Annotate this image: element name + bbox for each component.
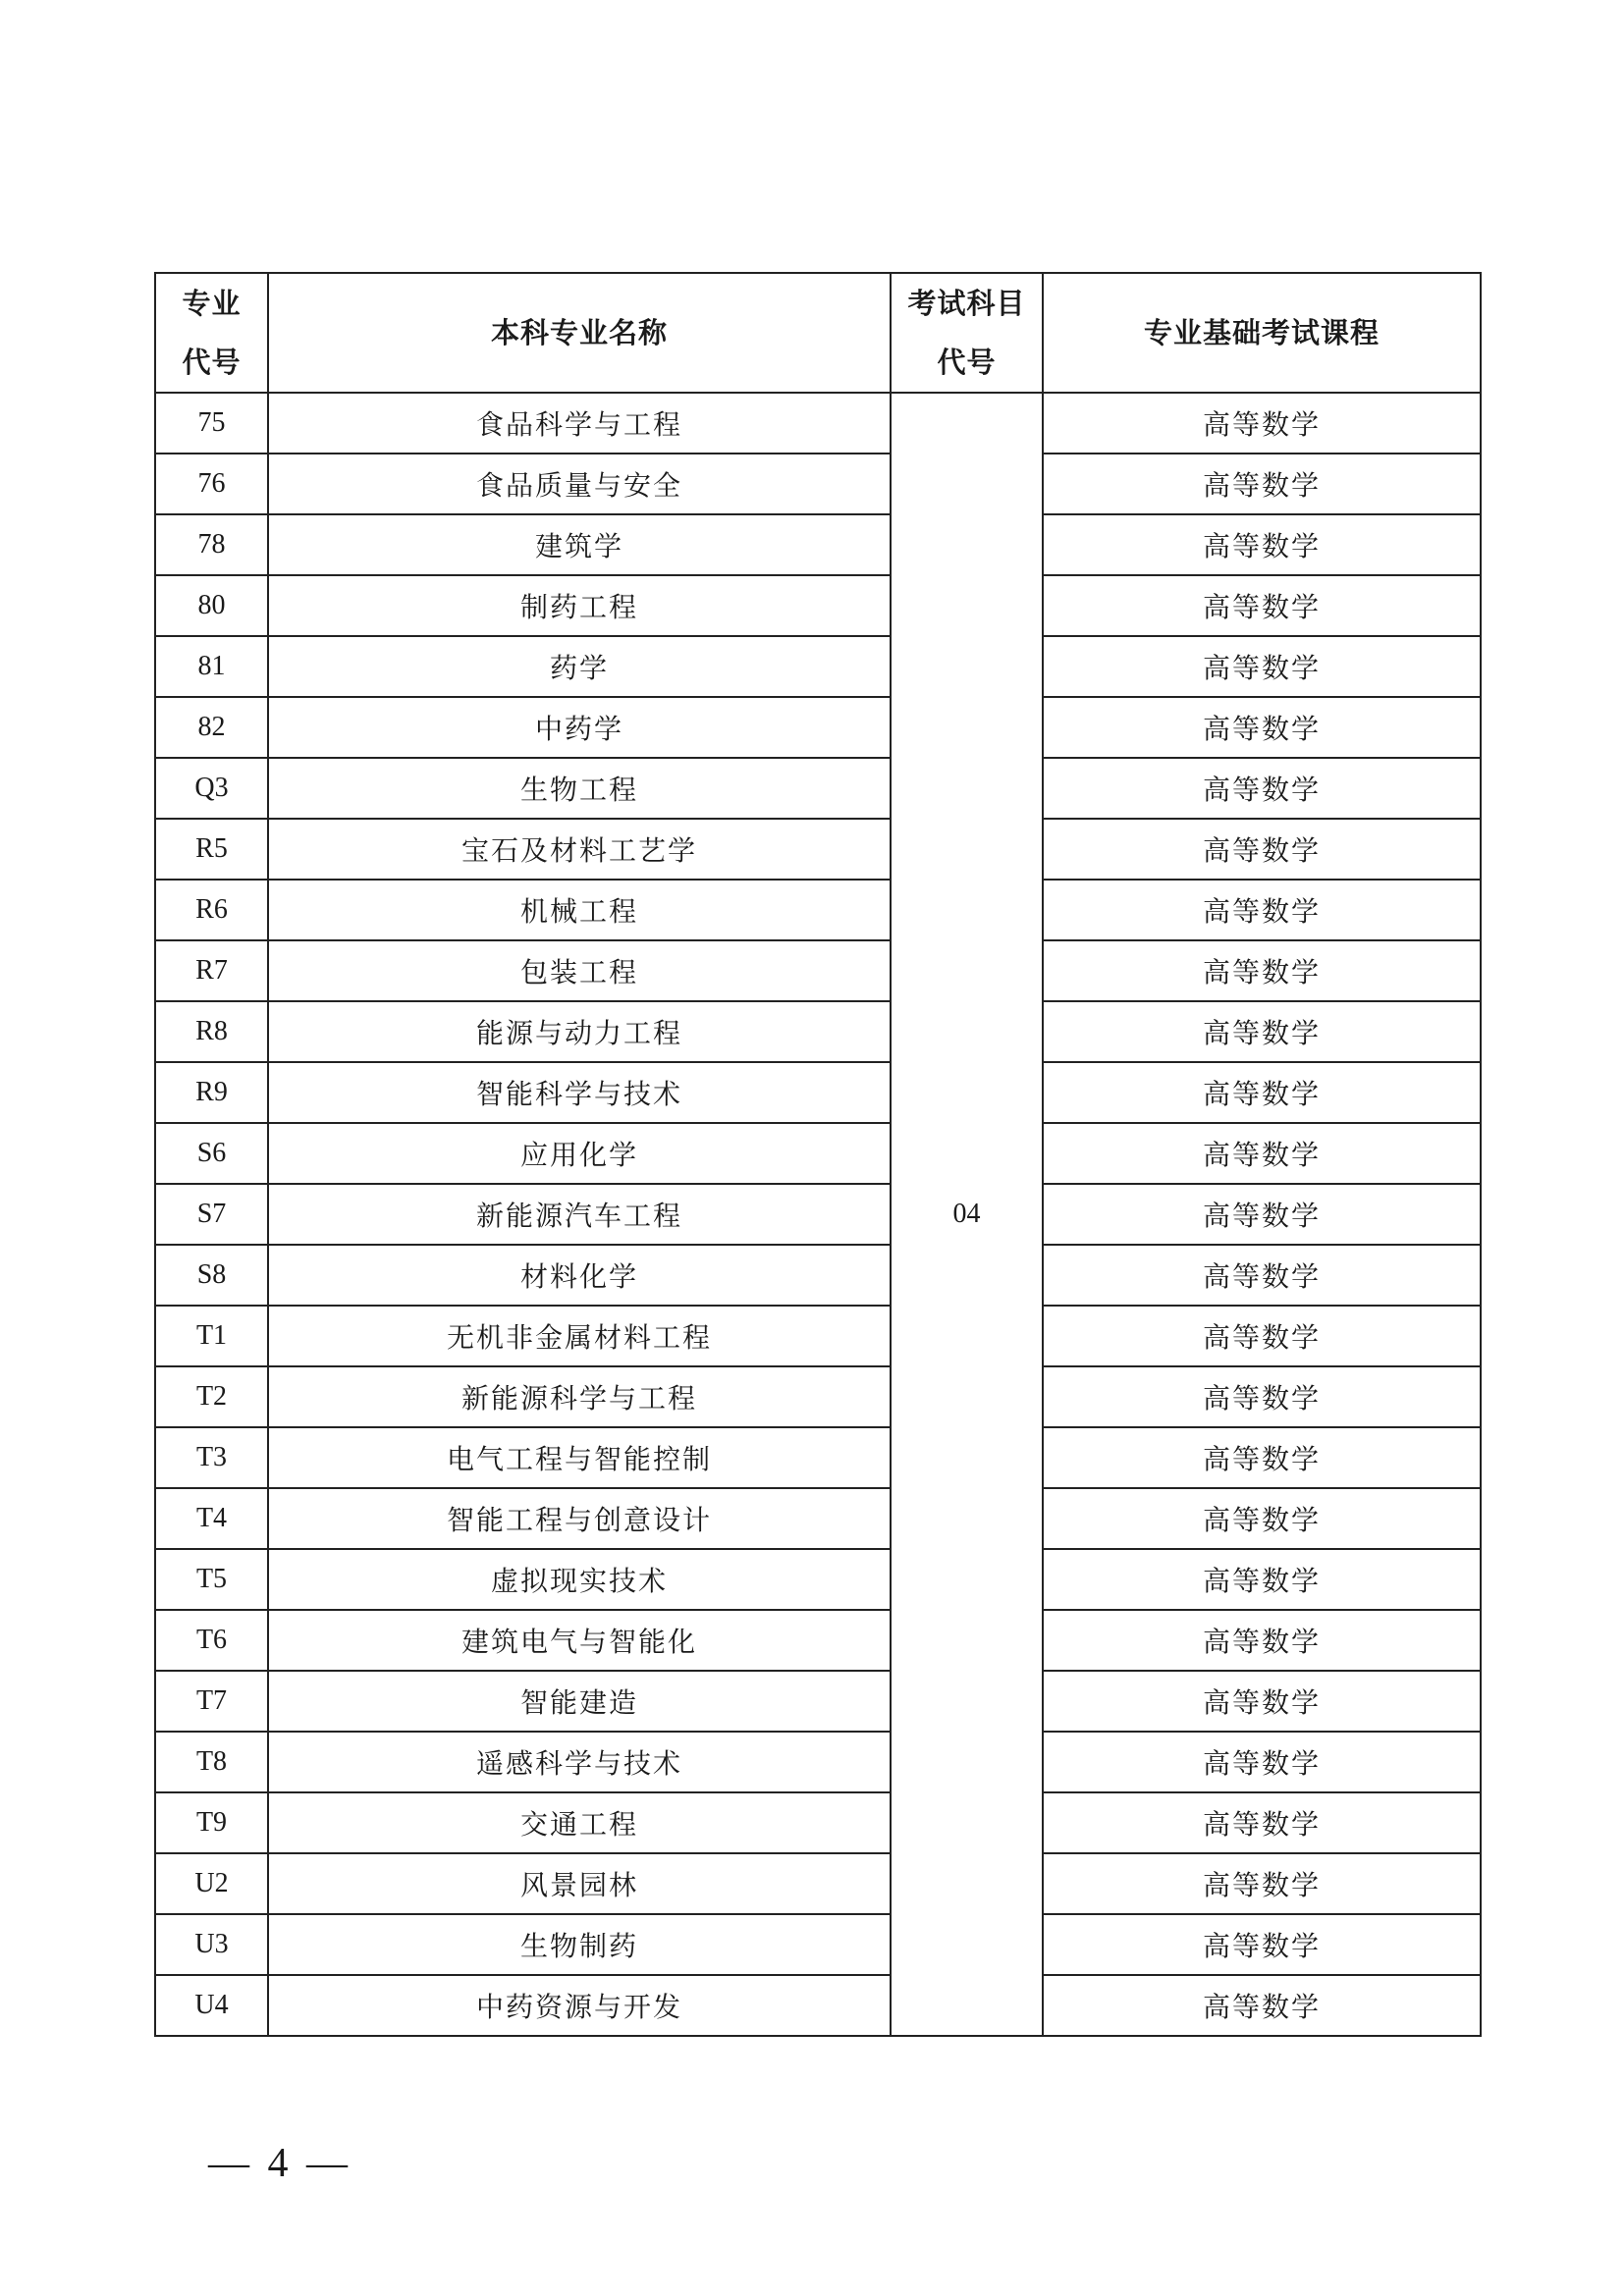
header-major-code [155, 273, 268, 393]
exam-course-cell: 高等数学 [1043, 1184, 1481, 1245]
major-name-cell: 生物工程 [268, 758, 891, 819]
table-row [155, 1671, 1481, 1732]
exam-course-cell: 高等数学 [1043, 1853, 1481, 1914]
major-name-cell: 建筑电气与智能化 [268, 1610, 891, 1671]
major-name-cell: 应用化学 [268, 1123, 891, 1184]
header-exam-course: 专业基础考试课程 [1043, 273, 1481, 393]
major-name-cell: 智能建造 [268, 1671, 891, 1732]
major-code-cell: 76 [155, 454, 268, 514]
major-code-cell: T6 [155, 1610, 268, 1671]
table-header [155, 273, 1481, 393]
major-name-cell: 制药工程 [268, 575, 891, 636]
exam-course-cell: 高等数学 [1043, 1610, 1481, 1671]
table-row [155, 758, 1481, 819]
page-number: — 4 — [208, 2141, 352, 2186]
table-row [155, 697, 1481, 758]
major-code-cell: 80 [155, 575, 268, 636]
exam-course-cell: 高等数学 [1043, 514, 1481, 575]
table-row [155, 1549, 1481, 1610]
majors-table [154, 272, 1482, 2037]
major-name-cell: 风景园林 [268, 1853, 891, 1914]
major-name-cell: 包装工程 [268, 940, 891, 1001]
exam-course-cell: 高等数学 [1043, 1245, 1481, 1306]
exam-course-cell: 高等数学 [1043, 454, 1481, 514]
major-name-cell: 食品科学与工程 [268, 393, 891, 454]
header-major-name: 本科专业名称 [268, 273, 891, 393]
exam-course-cell: 高等数学 [1043, 1366, 1481, 1427]
table-row [155, 1184, 1481, 1245]
exam-course-cell: 高等数学 [1043, 1427, 1481, 1488]
exam-course-cell: 高等数学 [1043, 1306, 1481, 1366]
table-row [155, 1792, 1481, 1853]
table-row [155, 1610, 1481, 1671]
table-row [155, 1914, 1481, 1975]
subject-code-cell: 04 [891, 393, 1043, 2036]
table-row [155, 1488, 1481, 1549]
header-major-code-line1: 专业 [182, 287, 242, 320]
major-code-cell: R7 [155, 940, 268, 1001]
major-name-cell: 新能源科学与工程 [268, 1366, 891, 1427]
table-row [155, 514, 1481, 575]
major-code-cell: R5 [155, 819, 268, 880]
major-name-cell: 建筑学 [268, 514, 891, 575]
table-row [155, 1853, 1481, 1914]
major-name-cell: 智能工程与创意设计 [268, 1488, 891, 1549]
exam-course-cell: 高等数学 [1043, 1488, 1481, 1549]
table-row [155, 819, 1481, 880]
table-row [155, 880, 1481, 940]
exam-course-cell: 高等数学 [1043, 1001, 1481, 1062]
exam-course-cell: 高等数学 [1043, 1671, 1481, 1732]
major-code-cell: U3 [155, 1914, 268, 1975]
major-code-cell: U4 [155, 1975, 268, 2036]
major-code-cell: S6 [155, 1123, 268, 1184]
major-code-cell: S7 [155, 1184, 268, 1245]
header-row [155, 273, 1481, 393]
major-code-cell: T8 [155, 1732, 268, 1792]
major-name-cell: 无机非金属材料工程 [268, 1306, 891, 1366]
major-code-cell: 75 [155, 393, 268, 454]
major-name-cell: 虚拟现实技术 [268, 1549, 891, 1610]
major-name-cell: 生物制药 [268, 1914, 891, 1975]
exam-course-cell: 高等数学 [1043, 697, 1481, 758]
exam-course-cell: 高等数学 [1043, 1914, 1481, 1975]
major-code-cell: 81 [155, 636, 268, 697]
major-name-cell: 食品质量与安全 [268, 454, 891, 514]
table-row [155, 575, 1481, 636]
exam-course-cell: 高等数学 [1043, 819, 1481, 880]
exam-course-cell: 高等数学 [1043, 1792, 1481, 1853]
header-subject-code [891, 273, 1043, 393]
exam-course-cell: 高等数学 [1043, 1975, 1481, 2036]
table-row [155, 1975, 1481, 2036]
major-name-cell: 智能科学与技术 [268, 1062, 891, 1123]
major-name-cell: 电气工程与智能控制 [268, 1427, 891, 1488]
major-name-cell: 药学 [268, 636, 891, 697]
exam-course-cell: 高等数学 [1043, 636, 1481, 697]
major-code-cell: U2 [155, 1853, 268, 1914]
major-code-cell: Q3 [155, 758, 268, 819]
major-code-cell: R9 [155, 1062, 268, 1123]
exam-course-cell: 高等数学 [1043, 1549, 1481, 1610]
exam-course-cell: 高等数学 [1043, 758, 1481, 819]
header-major-code-line2: 代号 [182, 346, 242, 379]
table-row [155, 940, 1481, 1001]
exam-course-cell: 高等数学 [1043, 940, 1481, 1001]
major-name-cell: 交通工程 [268, 1792, 891, 1853]
table-row [155, 1366, 1481, 1427]
major-name-cell: 能源与动力工程 [268, 1001, 891, 1062]
major-code-cell: T7 [155, 1671, 268, 1732]
table-row [155, 636, 1481, 697]
major-code-cell: T1 [155, 1306, 268, 1366]
exam-course-cell: 高等数学 [1043, 1123, 1481, 1184]
exam-course-cell: 高等数学 [1043, 1732, 1481, 1792]
table-row [155, 1732, 1481, 1792]
major-code-cell: T2 [155, 1366, 268, 1427]
header-subject-code-line1: 考试科目 [907, 287, 1026, 320]
major-code-cell: T3 [155, 1427, 268, 1488]
major-name-cell: 中药资源与开发 [268, 1975, 891, 2036]
major-code-cell: T9 [155, 1792, 268, 1853]
table-row [155, 1306, 1481, 1366]
header-subject-code-line2: 代号 [937, 346, 997, 379]
table-row [155, 1245, 1481, 1306]
major-name-cell: 新能源汽车工程 [268, 1184, 891, 1245]
table-row [155, 1123, 1481, 1184]
major-name-cell: 材料化学 [268, 1245, 891, 1306]
table-row [155, 1062, 1481, 1123]
major-name-cell: 中药学 [268, 697, 891, 758]
major-code-cell: T5 [155, 1549, 268, 1610]
major-name-cell: 宝石及材料工艺学 [268, 819, 891, 880]
major-code-cell: T4 [155, 1488, 268, 1549]
table-row [155, 454, 1481, 514]
exam-course-cell: 高等数学 [1043, 1062, 1481, 1123]
table-row [155, 393, 1481, 454]
major-code-cell: R8 [155, 1001, 268, 1062]
major-name-cell: 遥感科学与技术 [268, 1732, 891, 1792]
exam-course-cell: 高等数学 [1043, 575, 1481, 636]
exam-course-cell: 高等数学 [1043, 393, 1481, 454]
major-code-cell: R6 [155, 880, 268, 940]
major-code-cell: 82 [155, 697, 268, 758]
exam-course-cell: 高等数学 [1043, 880, 1481, 940]
major-name-cell: 机械工程 [268, 880, 891, 940]
major-code-cell: S8 [155, 1245, 268, 1306]
table-row [155, 1427, 1481, 1488]
table-body [155, 393, 1481, 2036]
table-row [155, 1001, 1481, 1062]
major-code-cell: 78 [155, 514, 268, 575]
